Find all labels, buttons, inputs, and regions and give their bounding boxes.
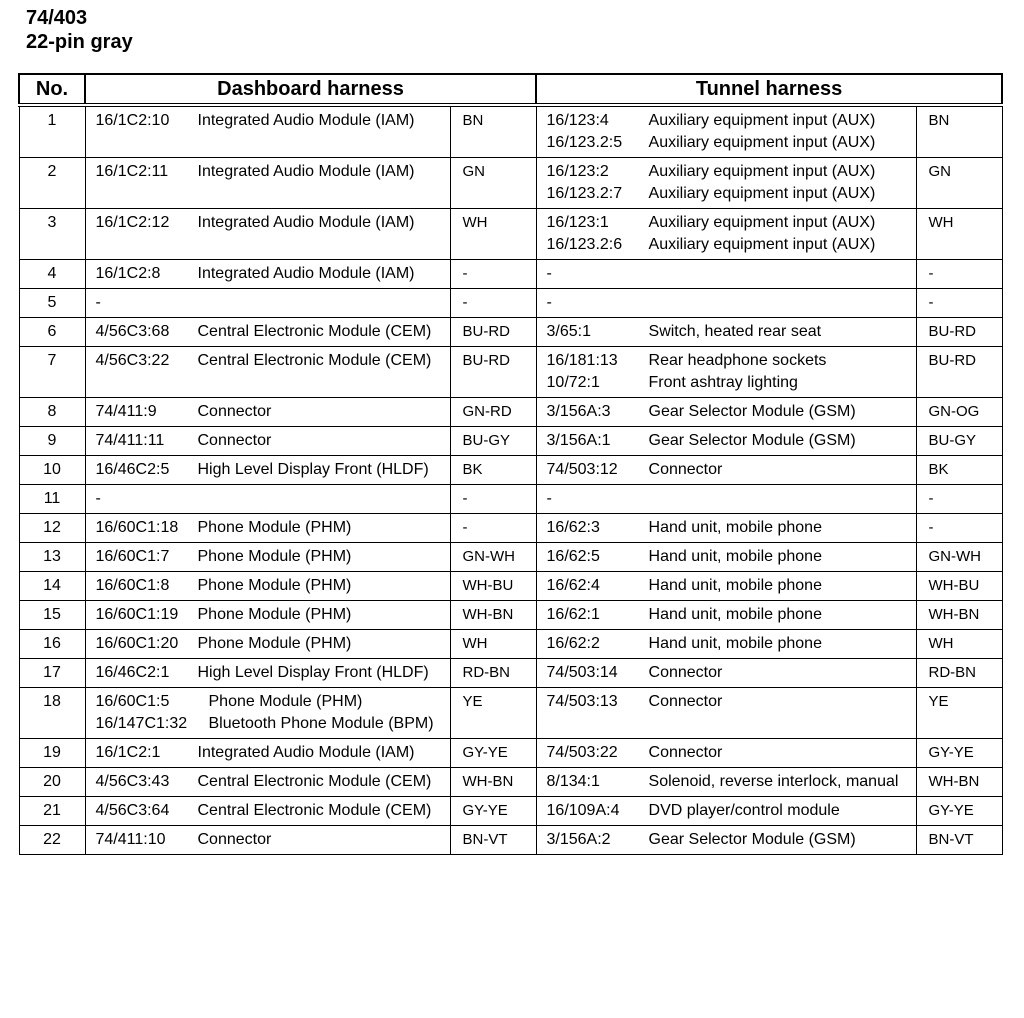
tunnel-wire-color: - xyxy=(916,289,1002,318)
dashboard-cell xyxy=(85,398,450,427)
component-description: Integrated Audio Module (IAM) xyxy=(197,214,415,231)
component-code: 74/503:12 xyxy=(546,461,618,478)
tunnel-entry xyxy=(547,292,916,314)
tunnel-cell xyxy=(536,601,916,630)
component-description xyxy=(649,292,916,314)
component-description: Gear Selector Module (GSM) xyxy=(648,831,856,848)
component-description: Phone Module (PHM) xyxy=(197,519,352,536)
dashboard-wire-color: - xyxy=(450,485,536,514)
dashboard-entry xyxy=(96,633,450,655)
component-description: Phone Module (PHM) xyxy=(197,577,352,594)
dashboard-cell xyxy=(85,739,450,768)
dashboard-entry xyxy=(96,263,450,285)
component-description: Auxiliary equipment input (AUX) xyxy=(648,236,876,253)
tunnel-cell xyxy=(536,630,916,659)
tunnel-entry xyxy=(547,321,916,343)
component-description: Phone Module (PHM) xyxy=(208,693,363,710)
dashboard-wire-color: BN-VT xyxy=(450,826,536,855)
component-code: 16/62:1 xyxy=(546,606,600,623)
dashboard-wire-color: GN xyxy=(450,158,536,209)
component-code: 16/1C2:10 xyxy=(95,112,170,129)
tunnel-wire-color: WH-BN xyxy=(916,601,1002,630)
dashboard-entry xyxy=(96,575,450,597)
dashboard-wire-color: BU-RD xyxy=(450,318,536,347)
tunnel-entry xyxy=(547,372,916,394)
component-description xyxy=(649,263,916,285)
component-description: Connector xyxy=(197,831,272,848)
table-row xyxy=(19,158,1002,209)
dashboard-wire-color: - xyxy=(450,514,536,543)
pin-number: 3 xyxy=(19,209,85,260)
dashboard-entry xyxy=(96,430,450,452)
component-code: 74/503:22 xyxy=(546,744,618,761)
component-description: Central Electronic Module (CEM) xyxy=(197,773,432,790)
component-description: Solenoid, reverse interlock, manual xyxy=(648,773,899,790)
component-description: Front ashtray lighting xyxy=(648,374,798,391)
table-row xyxy=(19,659,1002,688)
table-row xyxy=(19,630,1002,659)
tunnel-cell xyxy=(536,514,916,543)
connector-id: 74/403 xyxy=(26,7,88,29)
component-code: 16/1C2:8 xyxy=(95,265,161,282)
pin-number: 15 xyxy=(19,601,85,630)
dashboard-cell xyxy=(85,456,450,485)
dashboard-wire-color: WH-BU xyxy=(450,572,536,601)
dashboard-wire-color: GN-RD xyxy=(450,398,536,427)
component-code: - xyxy=(546,294,552,311)
component-code: 16/60C1:18 xyxy=(95,519,179,536)
component-description: Central Electronic Module (CEM) xyxy=(197,323,432,340)
tunnel-wire-color: - xyxy=(916,260,1002,289)
component-description: Auxiliary equipment input (AUX) xyxy=(648,185,876,202)
dashboard-entry xyxy=(96,771,450,793)
dashboard-wire-color: WH xyxy=(450,209,536,260)
dashboard-wire-color: BK xyxy=(450,456,536,485)
dashboard-entry xyxy=(96,350,450,372)
tunnel-entry xyxy=(547,488,916,510)
dashboard-cell xyxy=(85,318,450,347)
dashboard-cell xyxy=(85,347,450,398)
table-row xyxy=(19,797,1002,826)
dashboard-entry xyxy=(96,829,450,851)
component-description: Integrated Audio Module (IAM) xyxy=(197,112,415,129)
column-header-tunnel: Tunnel harness xyxy=(536,74,1002,105)
component-code: 16/62:3 xyxy=(546,519,600,536)
component-code: 16/62:4 xyxy=(546,577,600,594)
tunnel-wire-color: - xyxy=(916,485,1002,514)
component-code: 16/60C1:7 xyxy=(95,548,170,565)
pin-number: 14 xyxy=(19,572,85,601)
dashboard-entry xyxy=(96,742,450,764)
tunnel-cell xyxy=(536,260,916,289)
dashboard-entry xyxy=(96,212,450,234)
pin-number: 8 xyxy=(19,398,85,427)
tunnel-entry xyxy=(547,110,916,132)
component-description: Phone Module (PHM) xyxy=(197,548,352,565)
component-code: 3/156A:2 xyxy=(546,831,611,848)
dashboard-entry xyxy=(96,604,450,626)
component-description: Hand unit, mobile phone xyxy=(648,606,822,623)
component-code: 16/60C1:8 xyxy=(95,577,170,594)
component-description: Rear headphone sockets xyxy=(648,352,827,369)
dashboard-entry xyxy=(96,713,450,735)
dashboard-cell xyxy=(85,543,450,572)
tunnel-cell xyxy=(536,797,916,826)
tunnel-entry xyxy=(547,212,916,234)
dashboard-cell xyxy=(85,659,450,688)
pin-number: 20 xyxy=(19,768,85,797)
tunnel-cell xyxy=(536,427,916,456)
component-code: 3/65:1 xyxy=(546,323,591,340)
dashboard-wire-color: RD-BN xyxy=(450,659,536,688)
tunnel-entry xyxy=(547,829,916,851)
component-code: 16/181:13 xyxy=(546,352,618,369)
table-header-row xyxy=(19,74,1002,105)
dashboard-entry xyxy=(96,662,450,684)
dashboard-cell xyxy=(85,630,450,659)
tunnel-wire-color: WH-BN xyxy=(916,768,1002,797)
component-description: Connector xyxy=(648,461,723,478)
table-row xyxy=(19,739,1002,768)
tunnel-entry xyxy=(547,161,916,183)
component-code: 4/56C3:22 xyxy=(95,352,170,369)
dashboard-cell xyxy=(85,601,450,630)
dashboard-cell xyxy=(85,826,450,855)
pin-rows xyxy=(19,105,1002,855)
dashboard-wire-color: BU-RD xyxy=(450,347,536,398)
component-description: Gear Selector Module (GSM) xyxy=(648,432,856,449)
tunnel-entry xyxy=(547,771,916,793)
component-description: Central Electronic Module (CEM) xyxy=(197,352,432,369)
table-row xyxy=(19,347,1002,398)
tunnel-cell xyxy=(536,398,916,427)
component-code: 16/123:1 xyxy=(546,214,609,231)
table-row xyxy=(19,456,1002,485)
component-description: Hand unit, mobile phone xyxy=(648,548,822,565)
pin-number: 7 xyxy=(19,347,85,398)
tunnel-entry xyxy=(547,132,916,154)
component-code: 16/109A:4 xyxy=(546,802,620,819)
component-code: 16/123.2:6 xyxy=(546,236,623,253)
component-description: Hand unit, mobile phone xyxy=(648,519,822,536)
component-code: - xyxy=(546,490,552,507)
table-row xyxy=(19,572,1002,601)
table-row xyxy=(19,427,1002,456)
pin-number: 21 xyxy=(19,797,85,826)
component-description: Hand unit, mobile phone xyxy=(648,577,822,594)
dashboard-cell xyxy=(85,572,450,601)
pin-number: 10 xyxy=(19,456,85,485)
table-row xyxy=(19,601,1002,630)
pin-number: 12 xyxy=(19,514,85,543)
dashboard-cell xyxy=(85,105,450,158)
dashboard-wire-color: - xyxy=(450,260,536,289)
component-description xyxy=(198,488,450,510)
dashboard-wire-color: GN-WH xyxy=(450,543,536,572)
pin-number: 19 xyxy=(19,739,85,768)
component-code: 16/1C2:12 xyxy=(95,214,170,231)
pin-number: 5 xyxy=(19,289,85,318)
component-code: 16/62:5 xyxy=(546,548,600,565)
dashboard-wire-color: BN xyxy=(450,105,536,158)
tunnel-wire-color: BK xyxy=(916,456,1002,485)
tunnel-cell xyxy=(536,158,916,209)
component-description: Bluetooth Phone Module (BPM) xyxy=(208,715,434,732)
tunnel-entry xyxy=(547,575,916,597)
tunnel-wire-color: WH-BU xyxy=(916,572,1002,601)
dashboard-wire-color: GY-YE xyxy=(450,797,536,826)
component-code: 16/60C1:20 xyxy=(95,635,179,652)
tunnel-entry xyxy=(547,459,916,481)
component-code: 74/411:11 xyxy=(95,432,165,449)
component-description xyxy=(198,292,450,314)
tunnel-wire-color: BU-RD xyxy=(916,347,1002,398)
tunnel-cell xyxy=(536,543,916,572)
tunnel-wire-color: BU-GY xyxy=(916,427,1002,456)
tunnel-cell xyxy=(536,739,916,768)
dashboard-cell xyxy=(85,289,450,318)
tunnel-entry xyxy=(547,633,916,655)
component-code: 3/156A:1 xyxy=(546,432,611,449)
pin-number: 17 xyxy=(19,659,85,688)
component-description: Auxiliary equipment input (AUX) xyxy=(648,163,876,180)
component-code: 74/503:14 xyxy=(546,664,618,681)
dashboard-wire-color: GY-YE xyxy=(450,739,536,768)
dashboard-cell xyxy=(85,797,450,826)
component-description: Connector xyxy=(648,693,723,710)
tunnel-wire-color: GN-WH xyxy=(916,543,1002,572)
component-code: 16/123.2:7 xyxy=(546,185,623,202)
component-code: 74/411:9 xyxy=(95,403,157,420)
component-code: 4/56C3:43 xyxy=(95,773,170,790)
component-description: Integrated Audio Module (IAM) xyxy=(197,265,415,282)
tunnel-cell xyxy=(536,485,916,514)
tunnel-entry xyxy=(547,263,916,285)
table-row xyxy=(19,514,1002,543)
dashboard-cell xyxy=(85,514,450,543)
table-row xyxy=(19,688,1002,739)
tunnel-entry xyxy=(547,742,916,764)
tunnel-wire-color: GN-OG xyxy=(916,398,1002,427)
tunnel-wire-color: - xyxy=(916,514,1002,543)
component-description: Switch, heated rear seat xyxy=(648,323,822,340)
tunnel-cell xyxy=(536,688,916,739)
tunnel-cell xyxy=(536,768,916,797)
pin-number: 1 xyxy=(19,105,85,158)
component-code: 16/60C1:5 xyxy=(95,693,170,710)
tunnel-entry xyxy=(547,691,916,713)
component-code: 16/147C1:32 xyxy=(95,715,188,732)
component-code: 74/503:13 xyxy=(546,693,618,710)
tunnel-entry xyxy=(547,604,916,626)
tunnel-entry xyxy=(547,401,916,423)
table-row xyxy=(19,209,1002,260)
pin-number: 2 xyxy=(19,158,85,209)
pinout-table xyxy=(18,73,1003,855)
tunnel-entry xyxy=(547,350,916,372)
component-code: 74/411:10 xyxy=(95,831,166,848)
table-row xyxy=(19,105,1002,158)
component-description: Central Electronic Module (CEM) xyxy=(197,802,432,819)
dashboard-wire-color: - xyxy=(450,289,536,318)
page-header xyxy=(26,6,133,54)
component-description xyxy=(649,488,916,510)
dashboard-cell xyxy=(85,688,450,739)
column-header-dashboard: Dashboard harness xyxy=(85,74,536,105)
tunnel-cell xyxy=(536,347,916,398)
component-description: Hand unit, mobile phone xyxy=(648,635,822,652)
component-description: Phone Module (PHM) xyxy=(197,606,352,623)
component-code: 16/123:2 xyxy=(546,163,609,180)
table-row xyxy=(19,543,1002,572)
component-code: - xyxy=(546,265,552,282)
component-code: 4/56C3:64 xyxy=(95,802,170,819)
table-row xyxy=(19,485,1002,514)
component-code: 16/1C2:11 xyxy=(95,163,169,180)
pin-number: 11 xyxy=(19,485,85,514)
dashboard-wire-color: WH-BN xyxy=(450,768,536,797)
component-code: 10/72:1 xyxy=(546,374,600,391)
table-row xyxy=(19,768,1002,797)
tunnel-entry xyxy=(547,183,916,205)
dashboard-entry xyxy=(96,691,450,713)
tunnel-entry xyxy=(547,800,916,822)
tunnel-entry xyxy=(547,546,916,568)
tunnel-cell xyxy=(536,105,916,158)
tunnel-wire-color: YE xyxy=(916,688,1002,739)
component-description: High Level Display Front (HLDF) xyxy=(197,461,429,478)
tunnel-entry xyxy=(547,234,916,256)
tunnel-wire-color: WH xyxy=(916,630,1002,659)
dashboard-cell xyxy=(85,209,450,260)
tunnel-cell xyxy=(536,456,916,485)
component-code: - xyxy=(95,490,101,507)
dashboard-entry xyxy=(96,459,450,481)
pin-number: 4 xyxy=(19,260,85,289)
component-description: Phone Module (PHM) xyxy=(197,635,352,652)
dashboard-cell xyxy=(85,158,450,209)
tunnel-cell xyxy=(536,572,916,601)
component-description: Auxiliary equipment input (AUX) xyxy=(648,214,876,231)
pin-number: 18 xyxy=(19,688,85,739)
dashboard-entry xyxy=(96,546,450,568)
component-description: Connector xyxy=(197,403,272,420)
tunnel-wire-color: BN xyxy=(916,105,1002,158)
dashboard-wire-color: BU-GY xyxy=(450,427,536,456)
dashboard-wire-color: YE xyxy=(450,688,536,739)
dashboard-cell xyxy=(85,485,450,514)
component-description: Connector xyxy=(648,744,723,761)
tunnel-cell xyxy=(536,318,916,347)
dashboard-wire-color: WH-BN xyxy=(450,601,536,630)
dashboard-wire-color: WH xyxy=(450,630,536,659)
tunnel-cell xyxy=(536,659,916,688)
table-row xyxy=(19,826,1002,855)
tunnel-wire-color: RD-BN xyxy=(916,659,1002,688)
component-description: High Level Display Front (HLDF) xyxy=(197,664,429,681)
pin-number: 22 xyxy=(19,826,85,855)
component-code: 16/60C1:19 xyxy=(95,606,179,623)
component-code: 4/56C3:68 xyxy=(95,323,170,340)
table-row xyxy=(19,289,1002,318)
tunnel-entry xyxy=(547,430,916,452)
tunnel-cell xyxy=(536,826,916,855)
column-header-no: No. xyxy=(19,74,85,105)
component-description: Integrated Audio Module (IAM) xyxy=(197,163,415,180)
component-description: Gear Selector Module (GSM) xyxy=(648,403,856,420)
component-code: - xyxy=(95,294,101,311)
dashboard-entry xyxy=(96,800,450,822)
pin-number: 16 xyxy=(19,630,85,659)
dashboard-entry xyxy=(96,292,450,314)
table-row xyxy=(19,398,1002,427)
component-description: Auxiliary equipment input (AUX) xyxy=(648,134,876,151)
dashboard-entry xyxy=(96,517,450,539)
tunnel-cell xyxy=(536,209,916,260)
tunnel-wire-color: BU-RD xyxy=(916,318,1002,347)
tunnel-wire-color: WH xyxy=(916,209,1002,260)
table-row xyxy=(19,318,1002,347)
table-row xyxy=(19,260,1002,289)
component-description: Connector xyxy=(197,432,272,449)
dashboard-entry xyxy=(96,401,450,423)
component-description: Auxiliary equipment input (AUX) xyxy=(648,112,876,129)
connector-description: 22-pin gray xyxy=(26,31,133,53)
dashboard-cell xyxy=(85,260,450,289)
component-description: Connector xyxy=(648,664,723,681)
tunnel-wire-color: GY-YE xyxy=(916,797,1002,826)
component-description: DVD player/control module xyxy=(648,802,840,819)
tunnel-cell xyxy=(536,289,916,318)
component-code: 16/123.2:5 xyxy=(546,134,623,151)
dashboard-entry xyxy=(96,321,450,343)
component-code: 16/123:4 xyxy=(546,112,609,129)
pin-number: 9 xyxy=(19,427,85,456)
dashboard-entry xyxy=(96,161,450,183)
pin-number: 13 xyxy=(19,543,85,572)
dashboard-cell xyxy=(85,768,450,797)
dashboard-entry xyxy=(96,488,450,510)
tunnel-entry xyxy=(547,517,916,539)
component-description: Integrated Audio Module (IAM) xyxy=(197,744,415,761)
tunnel-wire-color: GY-YE xyxy=(916,739,1002,768)
dashboard-entry xyxy=(96,110,450,132)
pin-number: 6 xyxy=(19,318,85,347)
component-code: 3/156A:3 xyxy=(546,403,611,420)
component-code: 16/46C2:5 xyxy=(95,461,170,478)
tunnel-wire-color: BN-VT xyxy=(916,826,1002,855)
tunnel-wire-color: GN xyxy=(916,158,1002,209)
component-code: 16/1C2:1 xyxy=(95,744,161,761)
component-code: 8/134:1 xyxy=(546,773,600,790)
component-code: 16/46C2:1 xyxy=(95,664,170,681)
component-code: 16/62:2 xyxy=(546,635,600,652)
dashboard-cell xyxy=(85,427,450,456)
tunnel-entry xyxy=(547,662,916,684)
